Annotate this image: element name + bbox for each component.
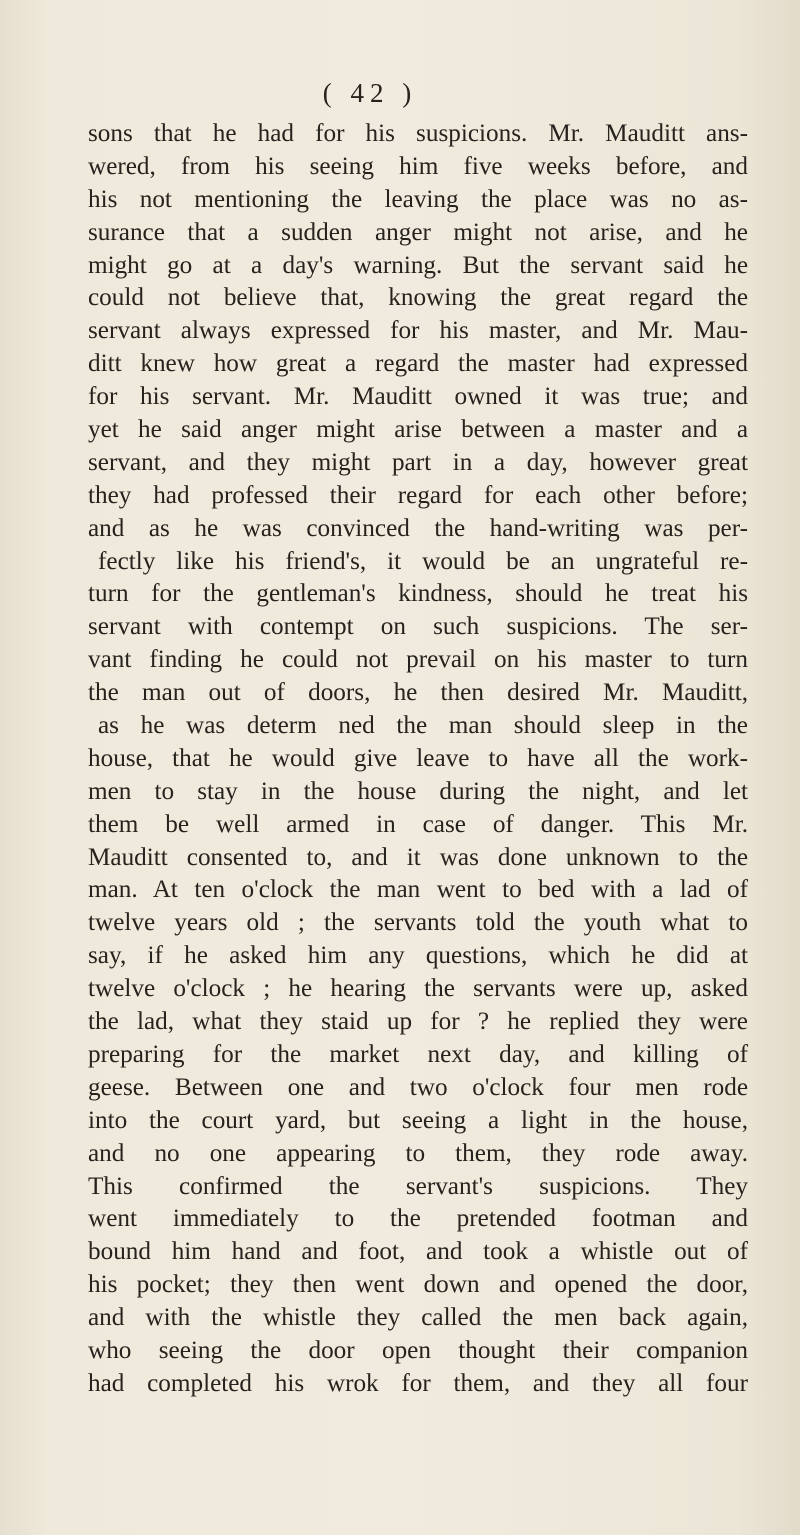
text-line: preparing for the market next day, and killing of: [88, 1040, 748, 1068]
text-line: This confirmed the servant's suspicions. They: [88, 1172, 748, 1200]
text-line: fectly like his friend's, it would be an ungrateful re-: [98, 547, 748, 575]
text-line: his pocket; they then went down and opened the door,: [88, 1271, 748, 1299]
text-line: servant always expressed for his master, and Mr. Mau-: [88, 317, 748, 345]
text-line: went immediately to the pretended footman and: [88, 1205, 748, 1233]
text-line: ditt knew how great a regard the master had expressed: [88, 350, 748, 378]
text-line: house, that he would give leave to have all the work-: [88, 744, 748, 772]
text-line: into the court yard, but seeing a light in the house,: [88, 1106, 748, 1134]
text-line: bound him hand and foot, and took a whistle out of: [88, 1238, 748, 1266]
text-line: geese. Between one and two o'clock four men rode: [88, 1073, 748, 1101]
text-line: and with the whistle they called the men back again,: [88, 1304, 748, 1332]
text-line: the man out of doors, he then desired Mr. Mauditt,: [88, 679, 748, 707]
text-line: sons that he had for his suspicions. Mr. Mauditt ans-: [88, 120, 748, 147]
text-line: them be well armed in case of danger. This Mr.: [88, 810, 748, 838]
text-line: as he was determ ned the man should sleep in the: [98, 712, 748, 740]
text-line: could not believe that, knowing the great regard the: [88, 284, 748, 312]
text-line: they had professed their regard for each other before;: [88, 481, 748, 509]
page-number: ( 42 ): [322, 78, 418, 108]
text-line: servant, and they might part in a day, however great: [88, 448, 748, 476]
text-line: twelve o'clock ; he hearing the servants were up, asked: [88, 975, 748, 1003]
text-line: yet he said anger might arise between a master and a: [88, 416, 748, 444]
text-line: surance that a sudden anger might not arise, and he: [88, 218, 748, 246]
text-line: men to stay in the house during the night, and let: [88, 777, 748, 805]
text-line: turn for the gentleman's kindness, should he treat his: [88, 580, 748, 608]
text-line: Mauditt consented to, and it was done unknown to the: [88, 843, 748, 871]
text-line: wered, from his seeing him five weeks before, and: [88, 152, 748, 180]
text-line: the lad, what they staid up for ? he replied they were: [88, 1008, 748, 1036]
body-text: [88, 118, 748, 1401]
text-line: vant finding he could not prevail on his master to turn: [88, 646, 748, 674]
text-line: his not mentioning the leaving the place was no as-: [88, 185, 748, 213]
text-line: might go at a day's warning. But the servant said he: [88, 251, 748, 279]
text-line: man. At ten o'clock the man went to bed with a lad of: [88, 876, 748, 904]
text-line: servant with contempt on such suspicions. The ser-: [88, 613, 748, 641]
text-line: had completed his wrok for them, and they all four: [88, 1369, 748, 1397]
text-line: twelve years old ; the servants told the youth what to: [88, 909, 748, 937]
text-line: and no one appearing to them, they rode away.: [88, 1139, 748, 1167]
text-line: for his servant. Mr. Mauditt owned it was true; and: [88, 383, 748, 411]
text-line: who seeing the door open thought their companion: [88, 1336, 748, 1364]
text-line: and as he was convinced the hand-writing was per-: [88, 514, 748, 542]
text-line: say, if he asked him any questions, which he did at: [88, 942, 748, 970]
